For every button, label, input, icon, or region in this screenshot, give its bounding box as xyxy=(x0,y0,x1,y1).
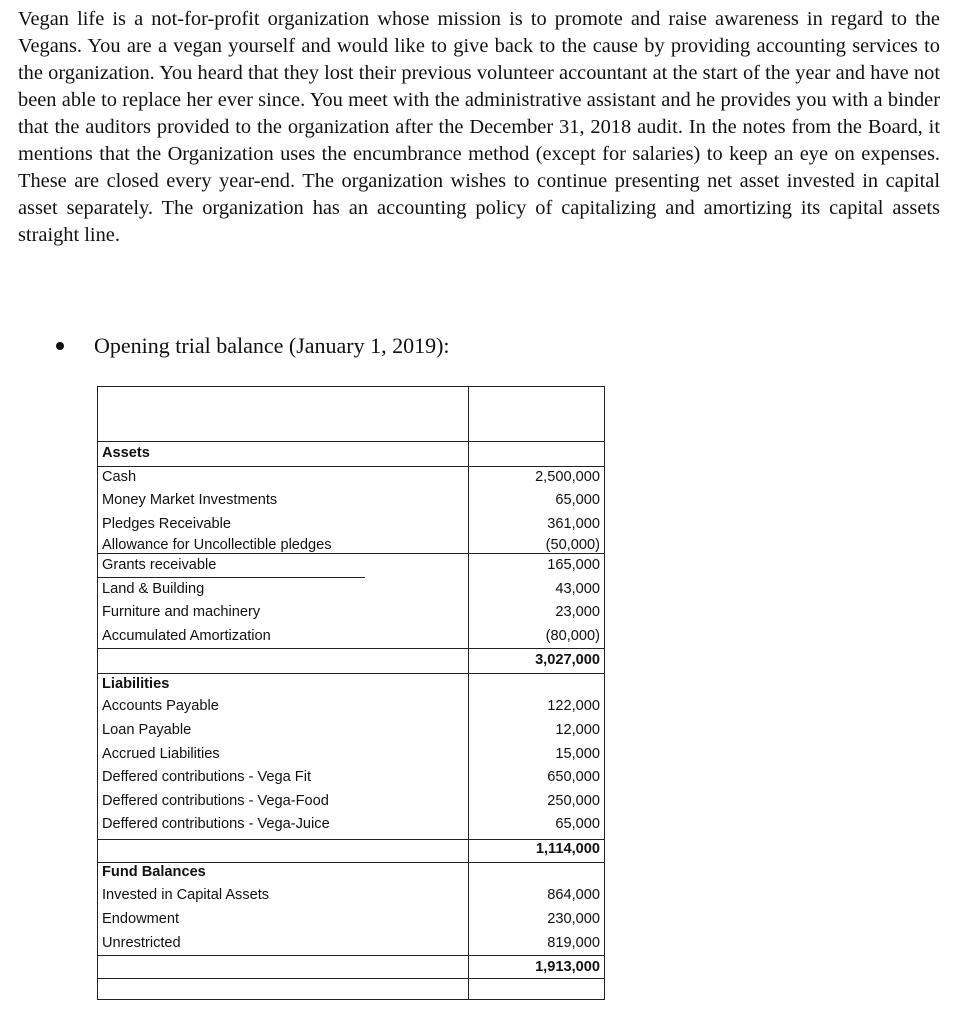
table-border-bottom xyxy=(97,999,605,1000)
row-value: 23,000 xyxy=(555,604,600,620)
row-value: 43,000 xyxy=(555,581,600,597)
section-heading-liabilities: Liabilities xyxy=(102,676,170,692)
intro-paragraph: Vegan life is a not-for-profit organization whose mission is to promote and raise awareness in regard to the Vegans. You are a vegan yourself and would like to give back to the cause by providing accounting services to the organization. You heard that they lost their previous volunteer accountant at the start of the year and have not been able to replace her ever since. You meet with the administrative assistant and he provides you with a binder that the auditors provided to the organization after the December 31, 2018 audit. In the notes from the Board, it mentions that the Organization uses the encumbrance method (except for salaries) to keep an eye on expenses. These are closed every year-end. The organization wishes to continue presenting net asset invested in capital asset separately. The organization has an accounting policy of capitalizing and amortizing its capital assets straight line. xyxy=(18,8,940,246)
assets-total: 3,027,000 xyxy=(535,652,600,668)
row-label: Grants receivable xyxy=(102,557,217,573)
table-rule xyxy=(97,466,605,467)
liabilities-total: 1,114,000 xyxy=(535,841,600,857)
row-label: Accounts Payable xyxy=(102,698,219,714)
row-label: Unrestricted xyxy=(102,935,181,951)
row-label: Pledges Receivable xyxy=(102,516,231,532)
table-rule xyxy=(97,648,605,649)
row-value: 2,500,000 xyxy=(535,469,600,485)
row-label: Deffered contributions - Vega-Juice xyxy=(102,816,330,832)
table-rule xyxy=(97,955,605,956)
row-value: 250,000 xyxy=(547,793,600,809)
row-value: (80,000) xyxy=(545,628,600,644)
row-value: 15,000 xyxy=(555,746,600,762)
row-value: 650,000 xyxy=(547,769,600,785)
row-value: 819,000 xyxy=(547,935,600,951)
row-value: 361,000 xyxy=(547,516,600,532)
bullet-text: Opening trial balance (January 1, 2019): xyxy=(94,333,450,358)
row-label: Endowment xyxy=(102,911,180,927)
row-value: 230,000 xyxy=(547,911,600,927)
table-column-divider xyxy=(468,386,469,1000)
row-value: 165,000 xyxy=(547,557,600,573)
row-label: Cash xyxy=(102,469,137,485)
table-rule xyxy=(97,839,605,840)
row-label: Accumulated Amortization xyxy=(102,628,271,644)
section-heading-fund-balances: Fund Balances xyxy=(102,864,206,880)
fund-balances-total: 1,913,000 xyxy=(535,959,600,975)
row-value: 65,000 xyxy=(555,816,600,832)
row-value: 12,000 xyxy=(555,722,600,738)
table-rule xyxy=(97,577,365,578)
bullet-icon xyxy=(56,342,64,350)
row-label: Deffered contributions - Vega-Food xyxy=(102,793,329,809)
row-label: Furniture and machinery xyxy=(102,604,261,620)
row-label: Loan Payable xyxy=(102,722,192,738)
table-rule xyxy=(97,441,605,442)
row-value: 864,000 xyxy=(547,887,600,903)
row-label: Accrued Liabilities xyxy=(102,746,220,762)
table-rule xyxy=(97,553,605,554)
row-value: 65,000 xyxy=(555,492,600,508)
row-label: Land & Building xyxy=(102,581,205,597)
row-value: (50,000) xyxy=(545,537,600,553)
row-label: Deffered contributions - Vega Fit xyxy=(102,769,312,785)
row-label: Money Market Investments xyxy=(102,492,278,508)
table-border-top xyxy=(97,386,605,387)
table-rule xyxy=(97,978,605,979)
row-label: Allowance for Uncollectible pledges xyxy=(102,537,332,553)
table-rule xyxy=(97,862,605,863)
table-rule xyxy=(97,673,605,674)
row-value: 122,000 xyxy=(547,698,600,714)
section-heading-assets: Assets xyxy=(102,445,150,461)
bullet-item xyxy=(56,333,450,359)
table-border-right xyxy=(604,386,605,1000)
row-label: Invested in Capital Assets xyxy=(102,887,270,903)
table-border-left xyxy=(97,386,98,1000)
